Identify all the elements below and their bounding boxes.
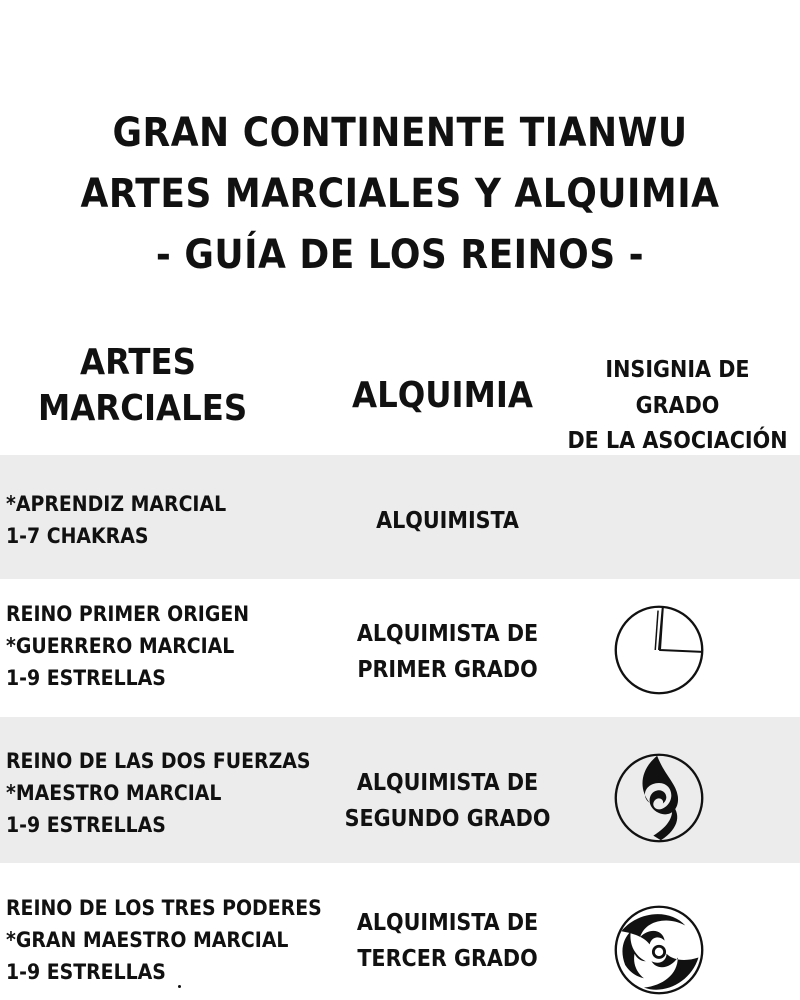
top-edge-shape xyxy=(505,0,675,4)
martial-line: 1-9 ESTRELLAS xyxy=(6,960,166,984)
martial-realm-cell xyxy=(6,892,322,988)
alchemy-line: TERCER GRADO xyxy=(357,946,538,972)
alchemy-rank-cell xyxy=(330,905,565,977)
table-row-two-forces xyxy=(0,717,800,863)
title-line-3: - GUÍA DE LOS REINOS - xyxy=(155,232,645,278)
stray-dot xyxy=(178,985,181,988)
column-header-martial-arts xyxy=(38,340,248,432)
alchemy-line: ALQUIMISTA DE xyxy=(356,621,539,647)
column-header-badge-line-1: INSIGNIA DE GRADO xyxy=(605,357,750,419)
martial-line: *APRENDIZ MARCIAL xyxy=(6,492,227,516)
alchemy-line: ALQUIMISTA DE xyxy=(356,910,539,936)
title-line-2: ARTES MARCIALES Y ALQUIMIA xyxy=(80,171,720,217)
martial-line: 1-9 ESTRELLAS xyxy=(6,666,166,690)
martial-realm-cell xyxy=(6,745,311,841)
table-row-first-origin xyxy=(0,581,800,715)
triple-swirl-circle-icon xyxy=(612,903,706,997)
martial-line: 1-9 ESTRELLAS xyxy=(6,813,166,837)
alchemy-line: SEGUNDO GRADO xyxy=(344,806,551,832)
column-header-martial-line-2: MARCIALES xyxy=(38,388,248,430)
column-header-alchemy: ALQUIMIA xyxy=(352,375,533,416)
alchemy-line: ALQUIMISTA DE xyxy=(356,770,539,796)
column-header-martial-line-1: ARTES xyxy=(80,342,196,383)
martial-line: REINO DE LOS TRES PODERES xyxy=(6,896,322,920)
alchemy-line: PRIMER GRADO xyxy=(357,657,538,683)
martial-line: REINO DE LAS DOS FUERZAS xyxy=(6,749,311,773)
title-line-1: GRAN CONTINENTE TIANWU xyxy=(112,110,688,156)
swirl-circle-icon xyxy=(612,751,706,845)
martial-realm-cell xyxy=(6,598,249,694)
column-header-badge-line-2: DE LA ASOCIACIÓN xyxy=(567,428,788,455)
table-row-apprentice xyxy=(0,455,800,579)
martial-line: *MAESTRO MARCIAL xyxy=(6,781,222,805)
table-row-three-powers xyxy=(0,865,800,1000)
martial-line: *GRAN MAESTRO MARCIAL xyxy=(6,928,289,952)
alchemy-line: ALQUIMISTA xyxy=(376,508,519,534)
martial-line: REINO PRIMER ORIGEN xyxy=(6,602,250,626)
one-stroke-circle-icon xyxy=(612,603,706,697)
alchemy-rank-cell xyxy=(330,503,565,539)
alchemy-rank-cell xyxy=(330,765,565,837)
alchemy-rank-cell xyxy=(330,616,565,688)
martial-realm-cell xyxy=(6,488,226,552)
martial-line: *GUERRERO MARCIAL xyxy=(6,634,235,658)
martial-line: 1-7 CHAKRAS xyxy=(6,524,149,548)
